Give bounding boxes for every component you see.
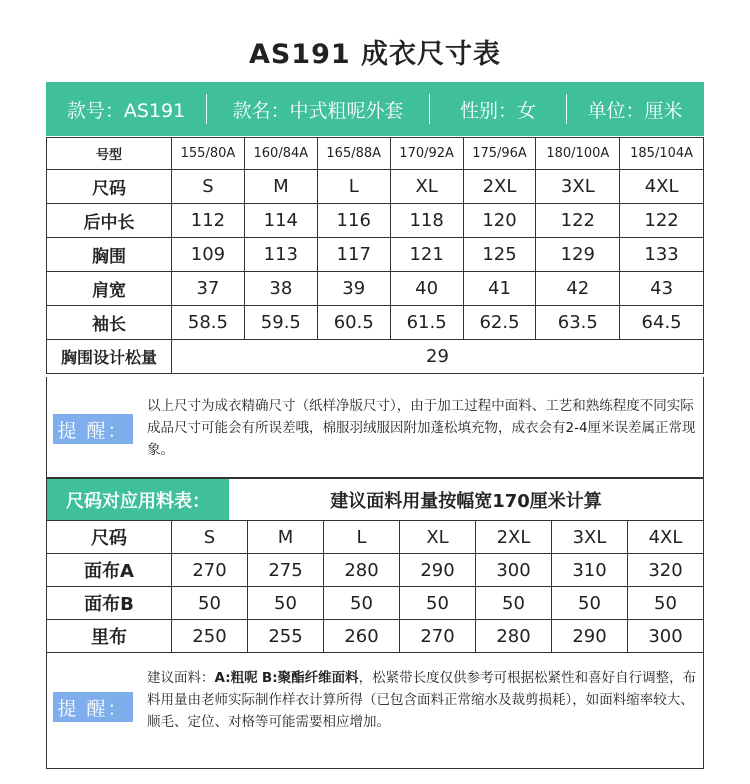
table-cell: L: [317, 170, 390, 204]
table-cell: 300: [476, 554, 552, 587]
table-cell: 270: [400, 620, 476, 653]
fabric-table: [46, 520, 704, 653]
table-row: [47, 170, 704, 204]
row-label: 尺码: [47, 521, 172, 554]
fabric-section-label: 尺码对应用料表：: [47, 479, 229, 520]
table-row: [47, 521, 704, 554]
table-cell: 50: [400, 587, 476, 620]
table-cell: 122: [536, 204, 620, 238]
style-name: 款名：中式粗呢外套: [232, 99, 404, 122]
table-cell: 50: [476, 587, 552, 620]
table-cell: 58.5: [172, 306, 245, 340]
table-cell: XL: [390, 170, 463, 204]
table-cell: 133: [620, 238, 704, 272]
table-cell: 125: [463, 238, 536, 272]
table-cell: 260: [324, 620, 400, 653]
row-label: 胸围: [47, 238, 172, 272]
table-cell: 120: [463, 204, 536, 238]
table-cell: 113: [244, 238, 317, 272]
row-label: 里布: [47, 620, 172, 653]
table-cell: 41: [463, 272, 536, 306]
table-cell: 50: [552, 587, 628, 620]
table-cell: 117: [317, 238, 390, 272]
table-cell: 50: [324, 587, 400, 620]
table-row: [47, 620, 704, 653]
table-cell: 109: [172, 238, 245, 272]
style-number: 款号：AS191: [66, 99, 186, 122]
table-cell: L: [324, 521, 400, 554]
table-cell: 255: [248, 620, 324, 653]
unit: 单位：厘米: [587, 99, 683, 122]
table-cell: 39: [317, 272, 390, 306]
table-cell: 320: [628, 554, 704, 587]
table-cell: 2XL: [476, 521, 552, 554]
reminder-text-2: [147, 667, 697, 733]
note-box-1: [46, 377, 704, 478]
table-row: [47, 238, 704, 272]
fabric-b: B:聚酯纤维面料: [261, 670, 359, 686]
table-cell: 38: [244, 272, 317, 306]
table-cell: XL: [400, 521, 476, 554]
table-row: [47, 204, 704, 238]
table-cell: 3XL: [552, 521, 628, 554]
ease-row: [47, 340, 704, 374]
page-title: AS191 成衣尺寸表: [248, 39, 502, 70]
table-cell: 170/92A: [390, 138, 463, 170]
table-cell: S: [172, 170, 245, 204]
table-cell: 290: [400, 554, 476, 587]
table-cell: M: [248, 521, 324, 554]
fabric-prefix: 建议面料：: [147, 670, 215, 686]
table-cell: 180/100A: [536, 138, 620, 170]
header-divider: [206, 94, 207, 124]
table-cell: 4XL: [620, 170, 704, 204]
table-cell: 160/84A: [244, 138, 317, 170]
table-cell: S: [172, 521, 248, 554]
table-row: [47, 587, 704, 620]
table-cell: 185/104A: [620, 138, 704, 170]
table-cell: 61.5: [390, 306, 463, 340]
table-cell: 121: [390, 238, 463, 272]
table-cell: 275: [248, 554, 324, 587]
table-cell: 4XL: [628, 521, 704, 554]
fabric-section-text: 建议面料用量按幅宽170厘米计算: [330, 490, 602, 512]
table-cell: M: [244, 170, 317, 204]
row-label: 尺码: [47, 170, 172, 204]
row-label: 号型: [47, 138, 172, 170]
table-cell: 42: [536, 272, 620, 306]
table-cell: 2XL: [463, 170, 536, 204]
table-cell: 129: [536, 238, 620, 272]
table-cell: 114: [244, 204, 317, 238]
table-cell: 280: [324, 554, 400, 587]
table-cell: 40: [390, 272, 463, 306]
fabric-a: A:粗呢: [214, 670, 258, 686]
table-cell: 37: [172, 272, 245, 306]
table-cell: 310: [552, 554, 628, 587]
header-divider: [429, 94, 430, 124]
table-cell: 250: [172, 620, 248, 653]
row-label: 袖长: [47, 306, 172, 340]
table-cell: 50: [172, 587, 248, 620]
table-cell: 290: [552, 620, 628, 653]
reminder-tag-2: 提 醒：: [53, 692, 133, 722]
table-cell: 64.5: [620, 306, 704, 340]
table-cell: 50: [628, 587, 704, 620]
table-cell: 116: [317, 204, 390, 238]
table-cell: 112: [172, 204, 245, 238]
ease-label: 胸围设计松量: [47, 340, 172, 374]
table-cell: 122: [620, 204, 704, 238]
table-cell: 165/88A: [317, 138, 390, 170]
reminder-text: 以上尺寸为成衣精确尺寸（纸样净版尺寸），由于加工过程中面料、工艺和熟练程度不同实际成品尺寸可能会有所误差哦，棉服羽绒服因附加蓬松填充物，成衣会有2-4厘米误差属正常现象。: [147, 398, 696, 458]
reminder-tag: 提 醒：: [53, 414, 133, 444]
gender: 性别：女: [459, 99, 536, 122]
table-cell: 175/96A: [463, 138, 536, 170]
table-row: [47, 306, 704, 340]
ease-value: 29: [172, 340, 704, 374]
table-cell: 270: [172, 554, 248, 587]
row-label: 面布B: [47, 587, 172, 620]
table-cell: 59.5: [244, 306, 317, 340]
header-divider: [566, 94, 567, 124]
size-table: [46, 137, 704, 374]
table-row: [47, 554, 704, 587]
note-box-2: [46, 652, 704, 769]
fabric-section-bar: [46, 478, 704, 520]
row-label: 面布A: [47, 554, 172, 587]
table-cell: 50: [248, 587, 324, 620]
table-cell: 118: [390, 204, 463, 238]
table-cell: 43: [620, 272, 704, 306]
row-label: 后中长: [47, 204, 172, 238]
table-cell: 155/80A: [172, 138, 245, 170]
table-cell: 280: [476, 620, 552, 653]
table-cell: 300: [628, 620, 704, 653]
product-header-bar: [46, 82, 704, 136]
table-cell: 60.5: [317, 306, 390, 340]
table-cell: 3XL: [536, 170, 620, 204]
fabric-note: ，松紧带长度仅供参考可根据松紧性和喜好自行调整，布料用量由老师实际制作样衣计算所得（已包含面料正常缩水及裁剪损耗），如面料缩率较大、顺毛、定位、对格等可能需要相应增加。: [147, 670, 697, 730]
table-row: [47, 272, 704, 306]
table-row: [47, 138, 704, 170]
row-label: 肩宽: [47, 272, 172, 306]
table-cell: 63.5: [536, 306, 620, 340]
table-cell: 62.5: [463, 306, 536, 340]
